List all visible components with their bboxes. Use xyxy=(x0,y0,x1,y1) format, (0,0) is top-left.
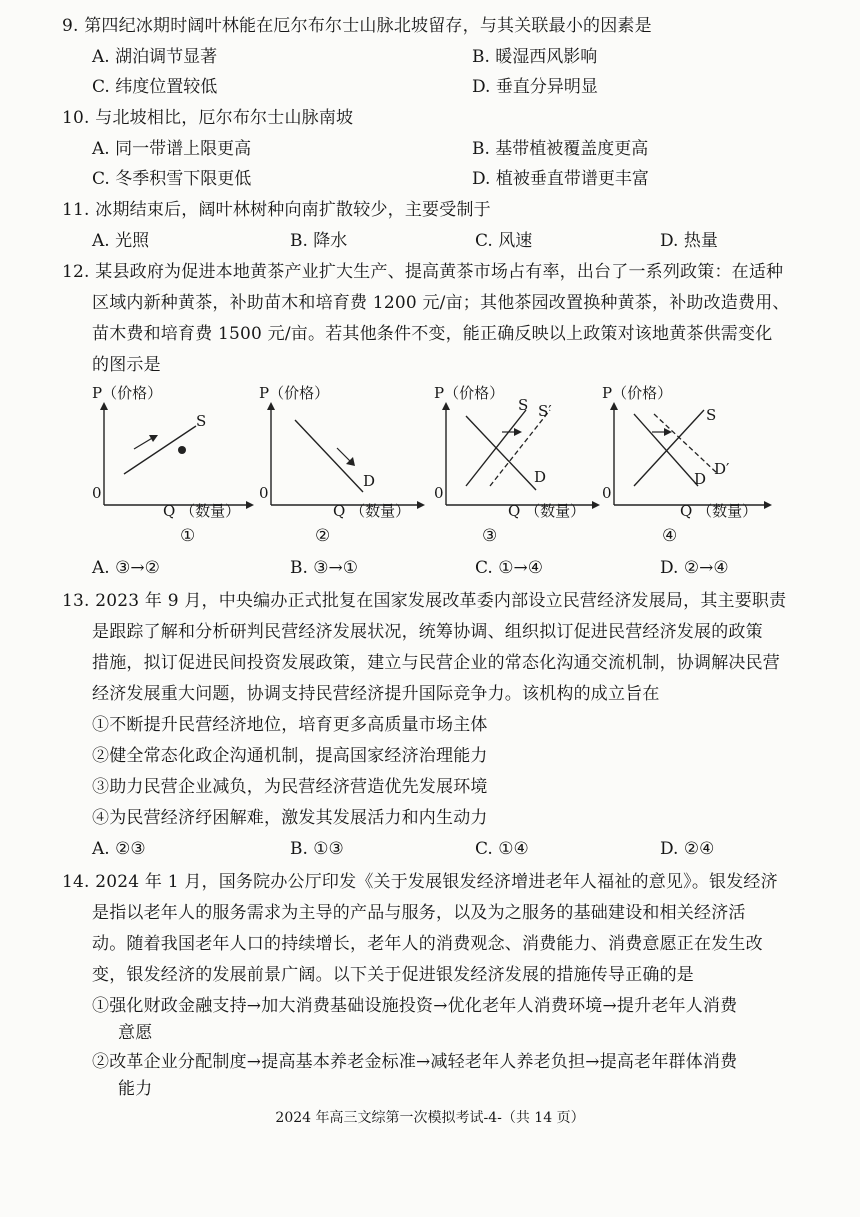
diagram-4-label-s: S xyxy=(706,406,717,424)
shift-arrowhead xyxy=(514,428,522,436)
y-axis-arrow xyxy=(442,402,450,410)
q11-option-a: A. 光照 xyxy=(92,231,150,251)
q11-option-d: D. 热量 xyxy=(660,231,718,251)
question-13-line-2: 是跟踪了解和分析研判民营经济发展状况，统筹协调、组织拟订促进民营经济发展的政策 xyxy=(92,622,763,642)
question-9-stem: 9. 第四纪冰期时阔叶林能在厄尔布尔士山脉北坡留存，与其关联最小的因素是 xyxy=(62,16,652,36)
q12-option-d: D. ②→④ xyxy=(660,558,729,578)
x-axis-arrow xyxy=(417,501,425,509)
question-12-line-2: 区域内新种黄茶，补助苗木和培育费 1200 元/亩；其他茶园改置换种黄茶，补助改造费用、 xyxy=(92,293,790,313)
diagram-1-origin: 0 xyxy=(92,484,102,502)
diagram-2 xyxy=(255,380,430,550)
q9-option-c: C. 纬度位置较低 xyxy=(92,77,218,97)
diagram-4-number: ④ xyxy=(662,526,678,546)
diagram-3-origin: 0 xyxy=(434,484,444,502)
q14-item-2: ②改革企业分配制度→提高基本养老金标准→减轻老年人养老负担→提高老年群体消费 xyxy=(92,1052,738,1072)
y-axis-arrow xyxy=(100,402,108,410)
diagram-3-label-s-prime: S′ xyxy=(538,402,552,420)
question-13-line-3: 措施，拟订促进民间投资发展政策，建立与民营企业的常态化沟通交流机制，协调解决民营 xyxy=(92,653,780,673)
diagram-1-curve-label: S xyxy=(196,412,207,430)
diagram-4-ylabel: P（价格） xyxy=(602,384,673,402)
y-axis-arrow xyxy=(610,402,618,410)
q13-option-c: C. ①④ xyxy=(475,839,529,859)
diagram-1-xlabel: Q （数量） xyxy=(163,502,241,520)
diagram-4-xlabel: Q （数量） xyxy=(680,502,758,520)
question-12-line-1: 12. 某县政府为促进本地黄茶产业扩大生产、提高黄茶市场占有率，出台了一系列政策：在适种 xyxy=(62,262,784,282)
diagram-2-number: ② xyxy=(315,526,331,546)
diagram-2-xlabel: Q （数量） xyxy=(333,502,411,520)
x-axis-arrow xyxy=(246,501,254,509)
q10-option-c: C. 冬季积雪下限更低 xyxy=(92,169,252,189)
shift-arrow xyxy=(337,448,351,462)
question-13-line-1: 13. 2023 年 9 月，中央编办正式批复在国家发展改革委内部设立民营经济发展局，其主要职责 xyxy=(62,591,787,611)
diagram-2-origin: 0 xyxy=(259,484,269,502)
q14-item-1-cont: 意愿 xyxy=(118,1023,153,1043)
question-14-line-3: 动。随着我国老年人口的持续增长，老年人的消费观念、消费能力、消费意愿正在发生改 xyxy=(92,934,763,954)
diagram-3-ylabel: P（价格） xyxy=(434,384,505,402)
diagram-3-label-d: D xyxy=(534,468,547,486)
diagram-1-number: ① xyxy=(180,526,196,546)
q13-item-4: ④为民营经济纾困解难，激发其发展活力和内生动力 xyxy=(92,808,488,828)
diagram-1-ylabel: P（价格） xyxy=(92,384,163,402)
diagram-4-label-d-prime: D′ xyxy=(714,460,730,478)
q12-option-b: B. ③→① xyxy=(290,558,359,578)
y-axis-arrow xyxy=(267,402,275,410)
q12-option-a: A. ③→② xyxy=(92,558,160,578)
question-12-line-3: 苗木费和培育费 1500 元/亩。若其他条件不变，能正确反映以上政策对该地黄茶供需变化 xyxy=(92,324,773,344)
q10-option-d: D. 植被垂直带谱更丰富 xyxy=(472,169,649,189)
question-14-line-1: 14. 2024 年 1 月，国务院办公厅印发《关于发展银发经济增进老年人福祉的意见》。银发经济 xyxy=(62,872,778,892)
question-11-stem: 11. 冰期结束后，阔叶林树种向南扩散较少，主要受制于 xyxy=(62,200,491,220)
q12-option-c: C. ①→④ xyxy=(475,558,543,578)
question-13-line-4: 经济发展重大问题，协调支持民营经济提升国际竞争力。该机构的成立旨在 xyxy=(92,684,660,704)
diagram-4-origin: 0 xyxy=(602,484,612,502)
q13-item-3: ③助力民营企业减负，为民营经济营造优先发展环境 xyxy=(92,777,488,797)
diagram-3-number: ③ xyxy=(482,526,498,546)
q10-option-a: A. 同一带谱上限更高 xyxy=(92,139,252,159)
question-12-line-4: 的图示是 xyxy=(92,355,161,375)
question-14-line-2: 是指以老年人的服务需求为主导的产品与服务，以及为之服务的基础建设和相关经济活 xyxy=(92,903,746,923)
diagram-3-label-s: S xyxy=(518,396,529,414)
q11-option-b: B. 降水 xyxy=(290,231,348,251)
diagram-3-xlabel: Q （数量） xyxy=(508,502,586,520)
page-footer: 2024 年高三文综第一次模拟考试-4-（共 14 页） xyxy=(275,1110,585,1126)
q9-option-d: D. 垂直分异明显 xyxy=(472,77,598,97)
q13-option-b: B. ①③ xyxy=(290,839,344,859)
q9-option-a: A. 湖泊调节显著 xyxy=(92,47,218,67)
diagram-4-label-d: D xyxy=(694,470,707,488)
shift-arrow xyxy=(134,437,154,449)
q11-option-c: C. 风速 xyxy=(475,231,533,251)
q10-option-b: B. 基带植被覆盖度更高 xyxy=(472,139,649,159)
diagram-3 xyxy=(430,380,605,550)
ink-blot xyxy=(178,446,186,454)
q13-item-1: ①不断提升民营经济地位，培育更多高质量市场主体 xyxy=(92,715,488,735)
q13-option-d: D. ②④ xyxy=(660,839,715,859)
diagram-4 xyxy=(598,380,778,550)
question-10-stem: 10. 与北坡相比，厄尔布尔士山脉南坡 xyxy=(62,108,354,128)
q13-option-a: A. ②③ xyxy=(92,839,146,859)
q14-item-2-cont: 能力 xyxy=(118,1079,153,1099)
diagram-2-curve-label: D xyxy=(363,472,376,490)
diagram-1 xyxy=(88,380,258,550)
q9-option-b: B. 暖湿西风影响 xyxy=(472,47,598,67)
demand-curve xyxy=(295,420,363,492)
question-14-line-4: 变，银发经济的发展前景广阔。以下关于促进银发经济发展的措施传导正确的是 xyxy=(92,965,694,985)
q13-item-2: ②健全常态化政企沟通机制，提高国家经济治理能力 xyxy=(92,746,488,766)
shift-arrowhead xyxy=(664,428,672,436)
q14-item-1: ①强化财政金融支持→加大消费基础设施投资→优化老年人消费环境→提升老年人消费 xyxy=(92,996,738,1016)
diagram-2-ylabel: P（价格） xyxy=(259,384,330,402)
demand-curve xyxy=(466,416,536,490)
x-axis-arrow xyxy=(764,501,772,509)
